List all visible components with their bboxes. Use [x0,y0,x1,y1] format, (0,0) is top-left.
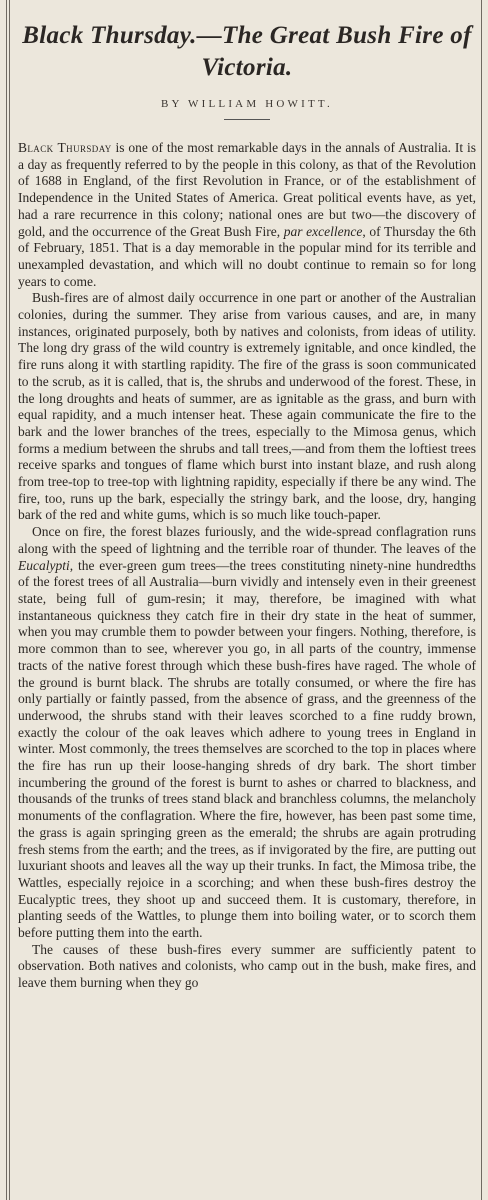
column-rule-left-inner [9,0,10,1200]
article-body [18,140,476,992]
paragraph-3: Once on fire, the forest blazes furiously, and the wide-spread conflagration runs along with the speed of lightning and the terrible roar of thunder. The leaves of the Eucalypti, the ever-green gum trees—the trees constituting ninety-nine hundredths of the forest trees of all Australia—burn vividly and intensely even in their greenest state, being full of gum-resin; it may, therefore, be imagined with what instantaneous quickness they catch fire in their dry state in the heat of summer, when you may crumble them to powder between your fingers. Nothing, therefore, is more common than to see, wherever you go, in all parts of the country, immense tracts of the native forest through which these bush-fires have raged. The whole of the ground is burnt black. The shrubs are totally consumed, or where the fire has only partially or faintly passed, from the absence of grass, and the greenness of the underwood, the shrubs stand with their leaves scorched to a fine ruddy brown, exactly the colour of the oak leaves which adhere to young trees in England in winter. Most commonly, the trees themselves are scorched to the top in places where the fire has run up their loose-hanging shreds of dry bark. The short timber incumbering the ground of the forest is burnt to ashes or charred to blackness, and thousands of the trunks of trees stand black and branchless columns, the melancholy monuments of the conflagration. Where the fire, however, has been past some time, the grass is again springing green as the emerald; the shrubs are again protruding fresh stems from the earth; and the trees, as if invigorated by the fire, are putting out luxuriant shoots and leaves all the way up their trunks. In fact, the Mimosa tribe, the Wattles, especially rejoice in a scorching; and when these bush-fires destroy the Eucalyptic trees, they shoot up and succeed them. It is customary, therefore, in planting seeds of the Wattles, to plunge them into boiling water, or to scorch them before putting them into the earth. [18,524,476,941]
article-byline: BY WILLIAM HOWITT. [161,98,333,110]
article [18,20,476,992]
lead-small-caps: Black Thursday [18,140,112,155]
paragraph-4: The causes of these bush-fires every summer are sufficiently patent to observation. Both natives and colonists, who camp out in the bush, make fires, and leave them burning when they go [18,941,476,991]
title-divider [224,119,270,120]
article-title: Black Thursday.—The Great Bush Fire of Victoria. [22,22,472,81]
paragraph-1: Black Thursday is one of the most remarkable days in the annals of Australia. It is a day as frequently referred to by the people in this colony, as that of the Revolution of 1688 in England, of the first Revolution in France, or of the establishment of Independence in the United States of America. Great political events have, as yet, had a rare recurrence in this colony; national ones are but two—the discovery of gold, and the occurrence of the Great Bush Fire, par excellence, of Thursday the 6th of February, 1851. That is a day memorable in the popular mind for its terrible and unexampled devastation, and which will no doubt continue to remain so for long years to come. [18,140,476,289]
column-rule-right [481,0,482,1200]
column-rule-left [6,0,7,1200]
paragraph-2: Bush-fires are of almost daily occurrence in one part or another of the Australian colonies, during the summer. They arise from various causes, and are, in many instances, originated purposely, both by natives and colonists, from ideas of utility. The long dry grass of the wild country is extremely ignitable, and once kindled, the fire runs along it with startling rapidity. The fire of the grass is soon communicated to the scrub, as it is called, that is, the shrubs and underwood of the forest. These, in the long droughts and heats of summer, are as ignitable as the grass, and burn with equal rapidity, and a much intenser heat. These again communicate the fire to the bark and the lower branches of the trees, especially to the Mimosa genus, which forms a medium between the shrubs and tall trees,—and from them the loftiest trees receive sparks and tongues of flame which burst into instant blaze, and rush along from tree-top to tree-top with lightning rapidity, especially if there be any wind. The fire, too, runs up the bark, especially the stringy bark, and the loose, dry, hanging bark of the red and white gums, which is so much like touch-paper. [18,290,476,523]
